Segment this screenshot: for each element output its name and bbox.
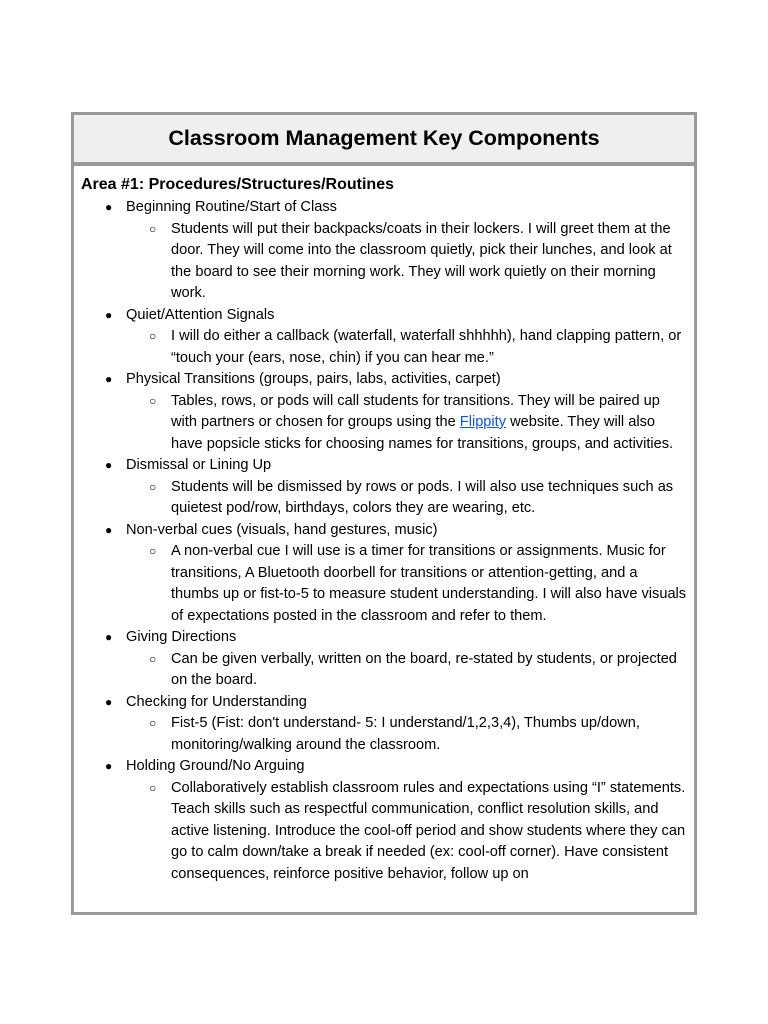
item-label: Beginning Routine/Start of Class [126, 199, 337, 215]
item-label: Physical Transitions (groups, pairs, labs, activities, carpet) [126, 371, 501, 387]
flippity-link[interactable]: Flippity [459, 414, 507, 430]
item-label: Checking for Understanding [126, 693, 307, 710]
item-detail-part: website. They will also have popsicle sticks for choosing names for transitions, groups, and activities. [171, 414, 674, 452]
item-label: Quiet/Attention Signals [126, 306, 275, 323]
bullet-icon: ● [105, 630, 113, 644]
hollow-bullet-icon: ○ [149, 479, 157, 494]
hollow-bullet-icon: ○ [149, 651, 157, 666]
item-label: Giving Directions [126, 629, 237, 645]
sub-list-item [126, 326, 688, 369]
bullet-icon: ● [105, 458, 113, 472]
sub-list-item [126, 219, 688, 305]
table-title: Classroom Management Key Components [74, 115, 694, 166]
bullet-icon: ● [105, 522, 113, 537]
hollow-bullet-icon: ○ [149, 780, 157, 795]
bullet-icon: ● [105, 694, 113, 709]
list-item [81, 627, 688, 692]
list-item [81, 692, 688, 757]
routine-list [81, 197, 688, 885]
item-detail: Students will put their backpacks/coats in their lockers. I will greet them at the door. They will come into the classroom quietly, pick their lunches, and look at the board to see their morning work. They will work quietly on their morning work. [171, 220, 672, 301]
item-detail: Can be given verbally, written on the board, re-stated by students, or projected on the board. [171, 650, 677, 688]
table-body-cell [74, 166, 694, 885]
bullet-icon: ● [105, 759, 113, 773]
bullet-icon: ● [105, 200, 113, 214]
item-detail: Collaboratively establish classroom rules and expectations using “I” statements. Teach skills such as respectful communication, conflict resolution skills, and active listening. Introduce the cool-off period and show students where they can go to calm down/take a break if needed (ex: cool-off corner). Have consistent consequences, reinforce positive behavior, follow up on [171, 779, 686, 882]
item-label: Non-verbal cues (visuals, hand gestures, music) [126, 521, 438, 538]
hollow-bullet-icon: ○ [149, 221, 157, 236]
bullet-icon: ● [105, 307, 113, 322]
list-item [81, 756, 688, 885]
list-item [81, 520, 688, 628]
sub-list-item [126, 713, 688, 756]
item-detail: Students will be dismissed by rows or pods. I will also use techniques such as quietest pod/row, birthdays, colors they are wearing, etc. [171, 478, 674, 516]
components-table [71, 112, 697, 915]
list-item [81, 305, 688, 370]
hollow-bullet-icon: ○ [149, 544, 157, 558]
sub-list-item [126, 778, 688, 886]
hollow-bullet-icon: ○ [149, 716, 157, 730]
item-detail-part: Tables, rows, or pods will call students for transitions. They will be paired up with partners or chosen for groups using the [171, 392, 660, 430]
list-item [81, 197, 688, 305]
hollow-bullet-icon: ○ [149, 393, 157, 408]
item-label: Holding Ground/No Arguing [126, 758, 305, 774]
sub-list-item [126, 391, 688, 456]
sub-list-item [126, 541, 688, 627]
item-detail: A non-verbal cue I will use is a timer for transitions or assignments. Music for transitions, A Bluetooth doorbell for transitions or attention-getting, and a thumbs up or fist-to-5 to measure student understanding. I will also have visuals of expectations posted in the classroom and refer to them. [171, 543, 687, 624]
hollow-bullet-icon: ○ [149, 329, 157, 343]
bullet-icon: ● [105, 372, 113, 386]
list-item [81, 369, 688, 455]
item-label: Dismissal or Lining Up [126, 457, 272, 473]
list-item [81, 455, 688, 520]
item-detail: I will do either a callback (waterfall, waterfall shhhhh), hand clapping pattern, or “touch your (ears, nose, chin) if you can hear me.” [171, 328, 682, 366]
item-detail: Fist-5 (Fist: don't understand- 5: I understand/1,2,3,4), Thumbs up/down, monitoring/walking around the classroom. [171, 715, 640, 753]
area-heading: Area #1: Procedures/Structures/Routines [81, 176, 394, 193]
sub-list-item [126, 649, 688, 692]
sub-list-item [126, 477, 688, 520]
